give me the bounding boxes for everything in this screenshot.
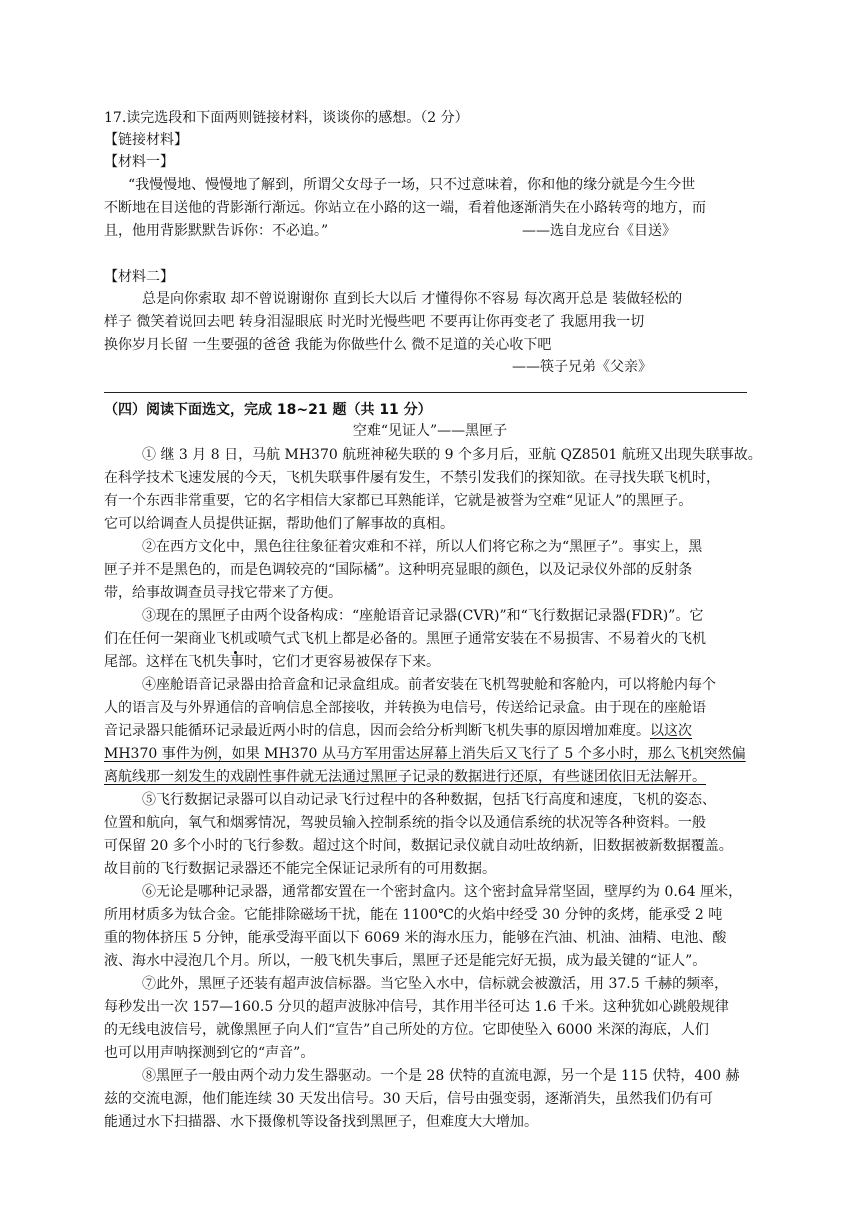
article-line: ⑥无论是哪种记录器，通常都安置在一个密封盒内。这个密封盒异常坚固，壁厚约为 0.64 厘米， — [142, 884, 743, 900]
article-line: 在科学技术飞速发展的今天，飞机失联事件屡有发生，不禁引发我们的探知欲。在寻找失联飞机时， — [104, 470, 720, 486]
material-1-line: 不断地在目送他的背影渐行渐远。你站立在小路的这一端，看着他逐渐消失在小路转弯的地方，而 — [104, 200, 706, 216]
article-line: ③现在的黑匣子由两个设备构成：“座舱语音记录器(CVR)”和“飞行数据记录器(FDR)”。它 — [142, 608, 704, 624]
material-1-source: ——选自龙应台《目送》 — [522, 223, 676, 239]
material-1-header: 【材料一】 — [104, 154, 174, 170]
article-line: 重的物体挤压 5 分钟，能承受海平面以下 6069 米的海水压力，能够在汽油、机油、油精、电池、酸 — [104, 930, 727, 946]
article-line: 人的语言及与外界通信的音响信息全部接收，并转换为电信号，传送给记录盒。由于现在的座舱语 — [104, 700, 706, 716]
article-line — [104, 720, 692, 742]
material-1-line: “我慢慢地、慢慢地了解到，所谓父女母子一场，只不过意味着，你和他的缘分就是今生今世 — [128, 177, 696, 193]
article-line: 每秒发出一次 157—160.5 分贝的超声波脉冲信号，其作用半径可达 1.6 千米。这种犹如心跳般规律 — [104, 999, 729, 1015]
article-line: 也可以用声呐探测到它的“声音”。 — [104, 1045, 315, 1061]
article-line: 能通过水下扫描器、水下摄像机等设备找到黑匣子，但难度大大增加。 — [104, 1114, 538, 1130]
article-line: 故目前的飞行数据记录器还不能完全保证记录所有的可用数据。 — [104, 861, 496, 877]
article-line: ① 继 3 月 8 日，马航 MH370 航班神秘失联的 9 个多月后，亚航 QZ8501 航班又出现失联事故。 — [142, 447, 762, 463]
section-divider — [104, 392, 747, 393]
article-title: 空难“见证人”——黑匣子 — [352, 423, 508, 439]
article-line: 匣子并不是黑色的，而是色调较亮的“国际橘”。这种明亮显眼的颜色，以及记录仪外部的反射条 — [104, 562, 693, 578]
link-materials-header: 【链接材料】 — [104, 132, 188, 148]
article-line: 的无线电波信号，就像黑匣子向人们“宣告”自己所处的方位。它即使坠入 6000 米深的海底，人们 — [104, 1022, 709, 1038]
article-line-part: 音记录器只能循环记录最近两小时的信息，因而会给分析判断飞机失事的原因增加难度。 — [104, 723, 650, 739]
material-2-line: 总是向你索取 却不曾说谢谢你 直到长大以后 才懂得你不容易 每次离开总是 装做轻松的 — [142, 291, 683, 307]
material-2-header: 【材料二】 — [104, 269, 174, 285]
article-line: 液、海水中浸泡几个月。所以，一般飞机失事后，黑匣子还是能完好无损，成为最关键的“证人”。 — [104, 953, 707, 969]
material-2-line: 样子 微笑着说回去吧 转身泪湿眼底 时光时光慢些吧 不要再让你再变老了 我愿用我一切 — [104, 314, 645, 330]
section-4-header: （四）阅读下面选文，完成 18~21 题（共 11 分） — [104, 402, 432, 418]
article-line: ⑧黑匣子一般由两个动力发生器驱动。一个是 28 伏特的直流电源，另一个是 115 伏特，400 赫 — [142, 1068, 740, 1084]
material-1-line: 且，他用背影默默告诉你：不必追。” — [104, 223, 329, 239]
underlined-sentence: 以这次 — [650, 723, 692, 739]
article-line: 所用材质多为钛合金。它能排除磁场干扰，能在 1100℃的火焰中经受 30 分钟的炙烤，能承受 2 吨 — [104, 907, 723, 923]
material-2-line: 换你岁月长留 一生要强的爸爸 我能为你做些什么 微不足道的关心收下吧 — [104, 337, 552, 353]
underlined-sentence: MH370 事件为例，如果 MH370 从马方军用雷达屏幕上消失后又飞行了 5 个多小时，那么飞机突然偏 — [104, 746, 746, 762]
article-line: 们在任何一架商业飞机或喷气式飞机上都是必备的。黑匣子通常安装在不易损害、不易着火的飞机 — [104, 631, 706, 647]
article-line: 可保留 20 多个小时的飞行参数。超过这个时间，数据记录仪就自动吐故纳新，旧数据被新数据覆盖。 — [104, 838, 733, 854]
article-line: ④座舱语音记录器由拾音盒和记录盒组成。前者安装在飞机驾驶舱和客舱内，可以将舱内每个 — [142, 677, 716, 693]
article-line: 兹的交流电源，他们能连续 30 天发出信号。30 天后，信号由强变弱，逐渐消失，虽然我们仍有可 — [104, 1091, 713, 1107]
underlined-sentence: 离航线那一刻发生的戏剧性事件就无法通过黑匣子记录的数据进行还原，有些谜团依旧无法解开。 — [104, 769, 706, 785]
article-line: 有一个东西非常重要，它的名字相信大家都已耳熟能详，它就是被誉为空难“见证人”的黑匣子。 — [104, 493, 693, 509]
article-line: ⑦此外，黑匣子还装有超声波信标器。当它坠入水中，信标就会被激活，用 37.5 千赫的频率， — [142, 976, 729, 992]
article-line: 尾部。这样在飞机失事时，它们才更容易被保存下来。 — [104, 654, 440, 670]
question-17-prompt: 17.读完选段和下面两则链接材料，谈谈你的感想。（2 分） — [104, 110, 469, 126]
material-2-source: ——筷子兄弟《父亲》 — [512, 359, 652, 375]
article-line: ⑤飞行数据记录器可以自动记录飞行过程中的各种数据，包括飞行高度和速度，飞机的姿态、 — [142, 792, 716, 808]
article-line: 位置和航向，氧气和烟雾情况，驾驶员输入控制系统的指令以及通信系统的状况等各种资料。一般 — [104, 815, 706, 831]
article-line: ②在西方文化中，黑色往往象征着灾难和不祥，所以人们将它称之为“黑匣子”。事实上，黑 — [142, 539, 703, 555]
article-line: 它可以给调查人员提供证据，帮助他们了解事故的真相。 — [104, 516, 454, 532]
article-line: 带，给事故调查员寻找它带来了方便。 — [104, 585, 342, 601]
